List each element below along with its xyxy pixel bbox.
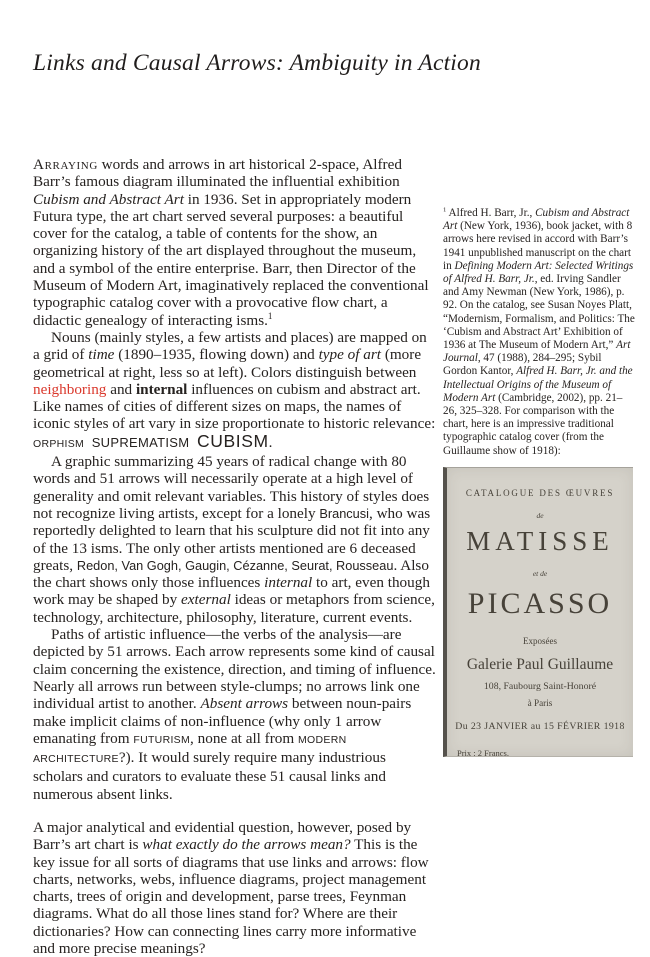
catalog-cover-image [443,467,633,757]
body-paragraph-nouns: Nouns (mainly styles, a few artists and places) are mapped on a grid of time (1890–1935, flowing down) and type of art (more geometrical at right, less so at left). Colors distinguish between neighboring and internal influences on cubism and abstract art. Like names of cities of different sizes on maps, the names of iconic styles of art vary in size proportionate to historic relevance: ORPHISM SUPREMATISM CUBISM. [33,328,436,451]
page-title: Links and Causal Arrows: Ambiguity in Action [33,50,481,76]
cover-price-line: Prix : 2 Francs. [457,747,509,757]
cover-address-line: 108, Faubourg Saint-Honoré [483,680,597,692]
body-paragraph-paths-of-influence: Paths of artistic influence—the verbs of the analysis—are depicted by 51 arrows. Each arrow represents some kind of causal claim concerning the existence, direction, and timing of influence. Nearly all arrows run between style-clumps; no arrows link one individual artist to another. Absent arrows between noun-pairs make implicit claims of non-influence (why only 1 arrow emanating from FUTURISM, none at all from MODERN ARCHITECTURE?). It would surely require many industrious scholars and curators to evaluate these 51 causal links and numerous absent links. [33,626,436,803]
cover-et-de-words: et de [532,568,548,578]
sidenote-column [443,207,636,757]
cover-city-line: à Paris [527,697,553,708]
cover-matisse-title: MATISSE [466,525,614,556]
cover-de-word: de [536,510,544,520]
cover-header-line: CATALOGUE DES ŒUVRES [465,487,615,498]
main-text-column [33,156,437,957]
body-paragraph-graphic-summary: A graphic summarizing 45 years of radical change with 80 words and 51 arrows will necessarily operate at a high level of generality and omit relevant variables. This history of styles does not recognize living artists, except for a lonely Brancusi, who was reportedly delighted to learn that his sculpture did not fit into any of the 13 isms. The only other artists mentioned are 6 deceased greats, Redon, Van Gogh, Gaugin, Cézanne, Seurat, Rousseau. Also the chart shows only those influences internal to art, even though work may be shaped by external ideas or metaphors from science, technology, architecture, philosophy, literature, current events. [33,453,435,626]
cover-dates-line: Du 23 JANVIER au 15 FÉVRIER 1918 [455,720,625,732]
body-paragraph-arraying: Arraying words and arrows in art historical 2-space, Alfred Barr’s famous diagram illuminated the influential exhibition Cubism and Abstract Art in 1936. Set in appropriately modern Futura type, the art chart served several purposes: a beautiful cover for the catalog, a table of contents for the show, an organizing history of the art displayed throughout the museum, and a symbol of the entire enterprise. Barr, then Director of the Museum of Modern Art, imaginatively replaced the conventional typographic catalog cover with a provocative flow chart, a didactic genealogy of interacting isms.$^1$ [33,156,429,329]
cover-picasso-title: PICASSO [467,586,613,620]
cover-gallery-name: Galerie Paul Guillaume [466,655,614,673]
body-paragraph-key-question: A major analytical and evidential question, however, posed by Barr’s art chart is what exactly do the arrows mean? This is the key issue for all sorts of diagrams that use links and arrows: flow charts, networks, webs, influence diagrams, project management charts, trees of origin and development, parse trees, Feynman diagrams. What do all those lines stand for? Where are their dictionaries? How can connecting lines carry more informative and more precise meanings? [33,818,429,957]
cover-exposees-line: Exposées [523,635,557,646]
footnote-1: $^1$ Alfred H. Barr, Jr., Cubism and Abstract Art (New York, 1936), book jacket, with 8 arrows here revised in accord with Barr’s 1941 unpublished manuscript on the chart in Defining Modern Art: Selected Writings of Alfred H. Barr, Jr., ed. Irving Sandler and Amy Newman (New York, 1986), p. 92. On the catalog, see Susan Noyes Platt, “Modernism, Formalism, and Politics: The ‘Cubism and Abstract Art’ Exhibition of 1936 at The Museum of Modern Art,” Art Journal, 47 (1988), 284–295; Sybil Gordon Kantor, Alfred H. Barr, Jr. and the Intellectual Origins of the Museum of Modern Art (Cambridge, 2002), pp. 21–26, 325–328. For comparison with the chart, here is an impressive traditional typographic catalog cover (from the Guillaume show of 1918): [443,206,635,457]
